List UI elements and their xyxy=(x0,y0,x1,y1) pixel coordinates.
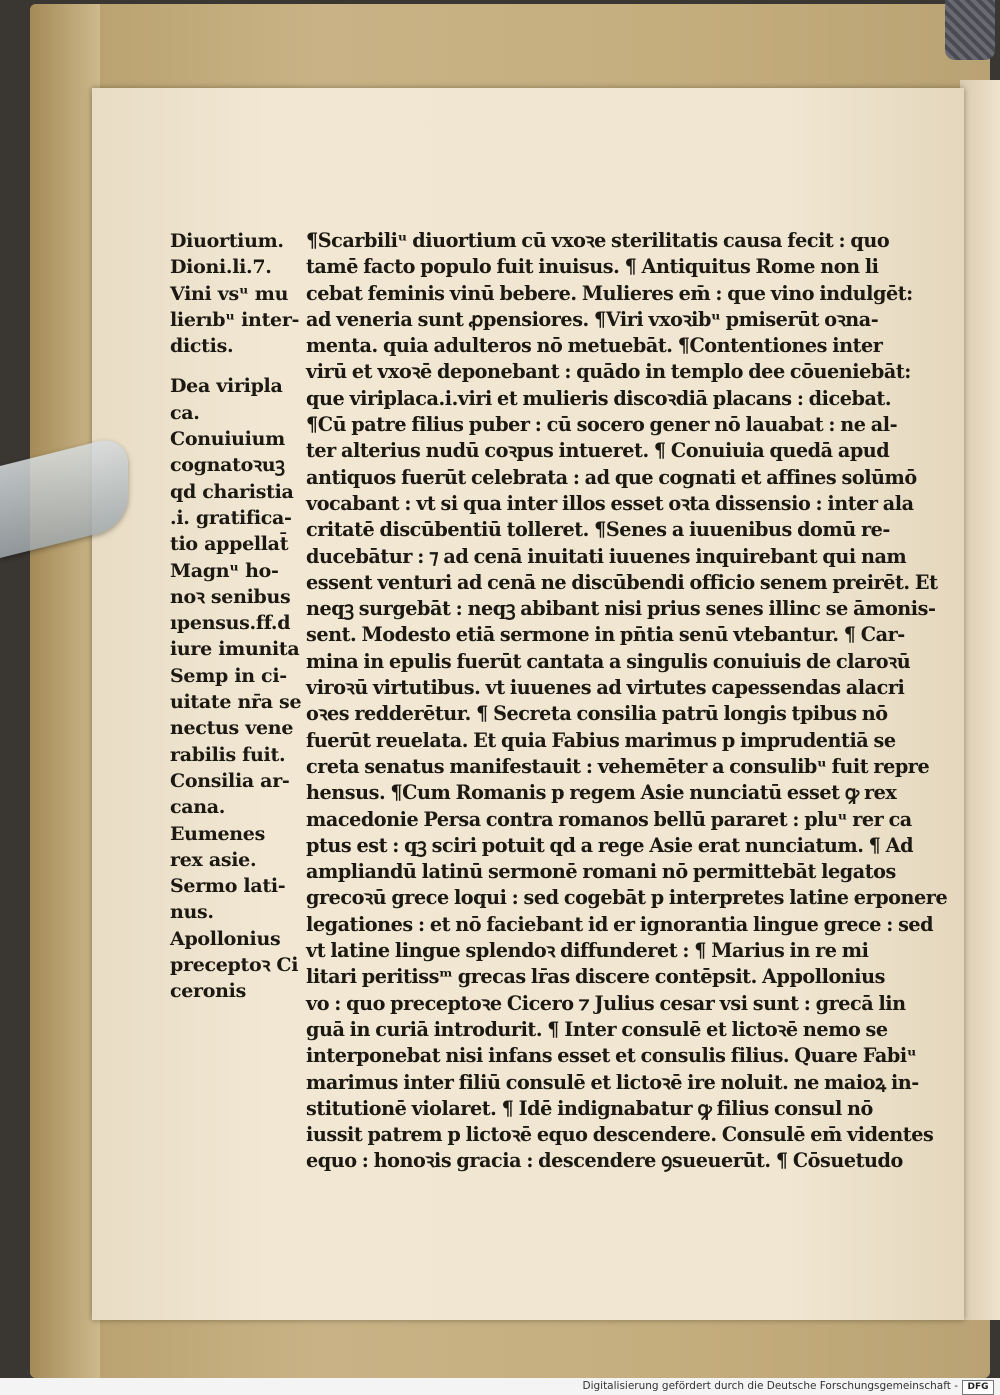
text-line: stitutionē violaret. ¶ Idē indignabatur ꝙ filius consul nō xyxy=(306,1096,873,1120)
text-line: ampliandū latinū sermonē romani nō permittebāt legatos xyxy=(306,860,896,884)
margin-note-line: Dioni.li.7. xyxy=(170,256,272,279)
margin-note-line: lierıbᵘ inter- xyxy=(170,308,300,331)
main-text-block xyxy=(306,228,948,1175)
text-line: ptus est : qꝫ sciri potuit qd a rege Asie erat nunciatum. ¶ Ad xyxy=(306,833,914,857)
text-line: vo : quo preceptoꝛe Cicero ⁊ Julius cesar vsi sunt : grecā lin xyxy=(306,991,906,1015)
margin-note-line: .i. gratifica- xyxy=(170,506,292,529)
text-line: litari peritissᵐ grecas lr̄as discere contēpsit. Appollonius xyxy=(306,965,885,989)
margin-note-line: Consilia ar- xyxy=(170,769,290,792)
margin-note-line: nus. xyxy=(170,901,214,924)
text-line: marimus inter filiū consulē et lictoꝛē ire noluit. ne maioꝝ in- xyxy=(306,1070,919,1094)
text-line: essent venturi ad cenā ne discūbendi officio senem preirēt. Et xyxy=(306,570,938,594)
margin-note-line: noꝛ senibus xyxy=(170,585,291,608)
text-line: ¶Cū patre filius puber : cū socero gener nō lauabat : ne al- xyxy=(306,413,898,437)
text-line: equo : honoꝛis gracia : descendere ꝯsueuerūt. ¶ Cōsuetudo xyxy=(306,1149,903,1173)
margin-note-line: ca. xyxy=(170,401,200,424)
text-line: hensus. ¶Cum Romanis p regem Asie nunciatū esset ꝙ rex xyxy=(306,781,897,805)
margin-note-line: Sermo lati- xyxy=(170,875,286,898)
margin-notes xyxy=(170,228,302,1005)
text-line: ter alterius nudū coꝛpus intueret. ¶ Conuiuia quedā apud xyxy=(306,439,890,463)
text-line: neqꝫ surgebāt : neqꝫ abibant nisi prius senes illinc se āmonis- xyxy=(306,597,936,621)
margin-note-line: ıpensus.ff.d xyxy=(170,612,291,635)
margin-note-line: tio appellat̄ xyxy=(170,533,289,556)
margin-note-line: iure imunita xyxy=(170,638,300,661)
text-line: grecoꝛū grece loqui : sed cogebāt p interpretes latine erponere xyxy=(306,886,948,910)
text-line: guā in curiā introdurit. ¶ Inter consulē et lictoꝛē nemo se xyxy=(306,1017,888,1041)
text-line: legationes : et nō faciebant id er ignorantia lingue grece : sed xyxy=(306,912,934,936)
margin-gap xyxy=(170,359,290,373)
margin-note-line: qd charistia xyxy=(170,480,294,503)
text-line: critatē discūbentiū tolleret. ¶Senes a iuuenibus domū re- xyxy=(306,518,890,542)
text-line: creta senatus manifestauit : vehemēter a consulibᵘ fuit repre xyxy=(306,754,930,778)
margin-note-line: nectus vene xyxy=(170,717,294,740)
cover-edge xyxy=(30,4,100,1378)
text-line: vt latine lingue splendoꝛ diffunderet : ¶ Marius in re mi xyxy=(306,939,869,963)
text-line: menta. quia adulteros nō metuebāt. ¶Contentiones inter xyxy=(306,334,883,358)
text-line: que viriplaca.i.viri et mulieris discoꝛdiā placans : dicebat. xyxy=(306,386,892,410)
margin-note-line: Vini vsᵘ mu xyxy=(170,282,289,305)
text-line: mina in epulis fuerūt cantata a singulis conuiuis de claroꝛū xyxy=(306,649,911,673)
footer-bar xyxy=(0,1378,1000,1395)
text-line: oꝛes redderētur. ¶ Secreta consilia patrū longis tpibus nō xyxy=(306,702,888,726)
margin-note-line: ceronis xyxy=(170,980,246,1003)
margin-note-line: Magnᵘ ho- xyxy=(170,559,279,582)
text-line: vocabant : vt si qua inter illos esset oꝛta dissensio : inter ala xyxy=(306,491,914,515)
text-line: sent. Modesto etiā sermone in pn̄tia senū vtebantur. ¶ Car- xyxy=(306,623,905,647)
text-line: viroꝛū virtutibus. vt iuuenes ad virtutes capessendas alacri xyxy=(306,676,905,700)
footer-credit: Digitalisierung gefördert durch die Deutsche Forschungsgemeinschaft - xyxy=(582,1380,958,1392)
margin-note-line: cognatoꝛuꝫ xyxy=(170,454,285,477)
margin-note-line: cana. xyxy=(170,796,226,819)
margin-note-line: rex asie. xyxy=(170,848,257,871)
text-line: ¶Scarbiliᵘ diuortium cū vxoꝛe sterilitatis causa fecit : quo xyxy=(306,229,890,252)
margin-note-line: Apollonius xyxy=(170,927,281,950)
text-line: tamē facto populo fuit inuisus. ¶ Antiquitus Rome non li xyxy=(306,255,879,279)
margin-note-line: Diuortium. xyxy=(170,230,284,252)
facing-page-edge xyxy=(960,80,1000,1320)
margin-note-line: dictis. xyxy=(170,335,234,358)
text-line: fuerūt reuelata. Et quia Fabius marimus p imprudentiā se xyxy=(306,728,896,752)
dfg-logo: DFG xyxy=(962,1380,994,1395)
text-line: iussit patrem p lictoꝛē equo descendere. Consulē em̄ videntes xyxy=(306,1123,934,1147)
text-line: interponebat nisi infans esset et consulis filius. Quare Fabiᵘ xyxy=(306,1044,917,1068)
text-line: ad veneria sunt ꝓpensiores. ¶Viri vxoꝛibᵘ pmiserūt oꝛna- xyxy=(306,307,879,331)
margin-note-line: Eumenes xyxy=(170,822,265,845)
margin-note-line: Dea viripla xyxy=(170,375,283,398)
margin-note-line: Semp in ci- xyxy=(170,664,287,687)
margin-note-line: preceptoꝛ Ci xyxy=(170,954,299,977)
text-line: virū et vxoꝛē deponebant : quādo in templo dee cōueniebāt: xyxy=(306,360,911,384)
margin-note-line: rabilis fuit. xyxy=(170,743,286,766)
text-line: ducebātur : ⁊ ad cenā inuitati iuuenes inquirebant qui nam xyxy=(306,544,907,568)
margin-note-line: Conuiuium xyxy=(170,428,285,451)
margin-note-line: uitate nr̄a se xyxy=(170,691,302,714)
text-line: macedonie Persa contra romanos bellū pararet : pluᵘ rer ca xyxy=(306,807,912,831)
text-line: antiquos fuerūt celebrata : ad que cognati et affines solūmō xyxy=(306,465,917,489)
text-line: cebat feminis vinū bebere. Mulieres em̄ : que vino indulgēt: xyxy=(306,281,913,305)
ribbon-marker xyxy=(945,0,995,60)
